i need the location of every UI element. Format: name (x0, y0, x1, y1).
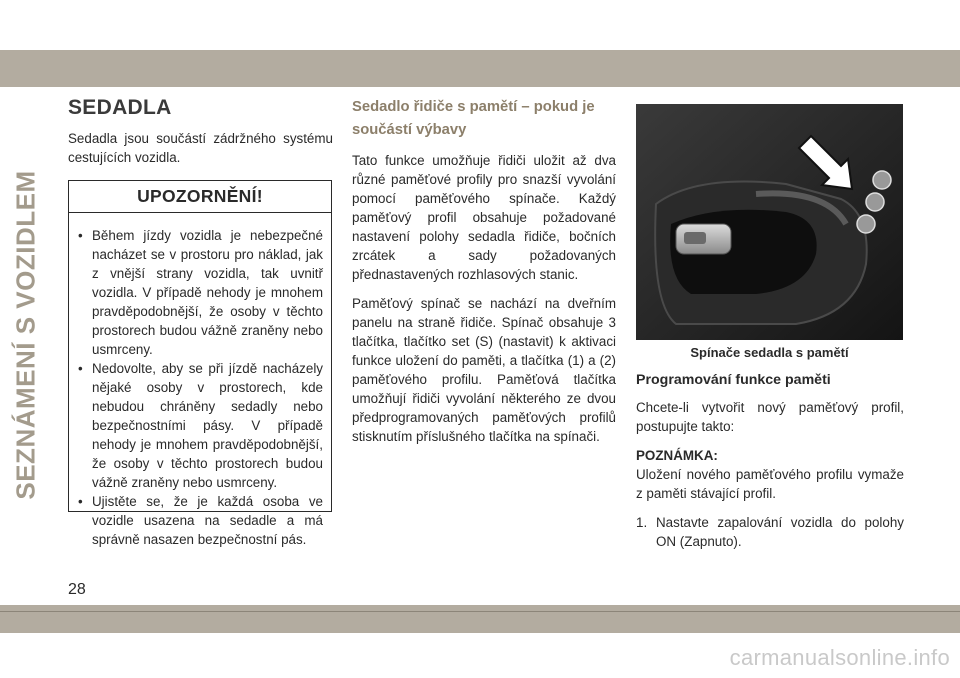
warning-item (75, 492, 323, 549)
column-3-body (636, 398, 904, 551)
subsection-heading-programming: Programování funkce paměti (636, 372, 831, 388)
step-item (636, 513, 904, 551)
paragraph: Chcete-li vytvořit nový paměťový profil, postupujte takto: (636, 400, 904, 434)
warning-item-text: Během jízdy vozidla je nebezpečné nacházet se v prostoru pro náklad, jak z vnější strany vozidla, tak uvnitř vozidla. V případě nehody je mnohem pravděpodobnější, že osoby v těchto prostorech budou vážně zraněny nebo usmrceny. (92, 228, 323, 357)
column-1 (68, 96, 333, 167)
side-tab-label: SEZNÁMENÍ S VOZIDLEM (10, 170, 41, 500)
bullet-icon: • (78, 228, 83, 243)
step-number: 1. (636, 515, 648, 530)
bullet-icon: • (78, 494, 83, 509)
warning-item-text: Nedovolte, aby se při jízdě nacházely nějaké osoby v prostorech, kde nebudou chráněny sedadly nebo bezpečnostními pásy. V případě nehody je mnohem pravděpodobnější, že osoby v těchto prostorech budou vážně zraněny nebo usmrceny. (92, 361, 323, 490)
header-band (0, 50, 960, 87)
paragraph: Tato funkce umožňuje řidiči uložit až dva různé paměťové profily pro snazší vyvolání pomocí paměťového spínače. Každý paměťový profil obsahuje požadované nastavení polohy sedadla řidiče, bočních zrcátek a sady požadovaných přednastavených rozhlasových stanic. (352, 153, 616, 282)
note-title: POZNÁMKA: (636, 448, 718, 463)
paragraph: Paměťový spínač se nachází na dveřním panelu na straně řidiče. Spínač obsahuje 3 tlačítka, tlačítko set (S) (nastavit) k aktivaci funkce uložení do paměti, a tlačítka (1) a (2) paměťového profilu. Paměťová tlačítka umožňují řidiči vyvolání některého ze dvou předprogramovaných paměťových profilů stisknutím příslušného tlačítka na spínači. (352, 296, 616, 444)
warning-item-text: Ujistěte se, že je každá osoba ve vozidle usazena na sedadle a má správně nasazen bezpečnostní pás. (92, 494, 323, 547)
section-heading: SEDADLA (68, 96, 172, 119)
column-2 (352, 96, 616, 446)
top-margin (0, 0, 960, 44)
warning-list (69, 213, 331, 549)
warning-item (75, 226, 323, 359)
note-text: Uložení nového paměťového profilu vymaže z paměti stávající profil. (636, 467, 904, 501)
warning-title: UPOZORNĚNÍ! (69, 181, 331, 213)
photo-caption: Spínače sedadla s pamětí (690, 345, 849, 360)
memory-switch-photo (636, 104, 903, 340)
page-number: 28 (68, 581, 86, 598)
warning-item (75, 359, 323, 492)
door-panel-illustration (636, 104, 903, 340)
watermark: carmanualsonline.info (729, 645, 950, 670)
intro-paragraph: Sedadla jsou součástí zádržného systému cestujících vozidla. (68, 131, 333, 165)
warning-box (68, 180, 332, 547)
bullet-icon: • (78, 361, 83, 376)
side-tab (0, 90, 52, 500)
step-text: Nastavte zapalování vozidla do polohy ON (Zapnuto). (656, 515, 904, 549)
footer-band (0, 605, 960, 633)
subsection-heading: Sedadlo řidiče s pamětí – pokud je součástí výbavy (352, 99, 595, 138)
footer-divider (0, 611, 960, 612)
